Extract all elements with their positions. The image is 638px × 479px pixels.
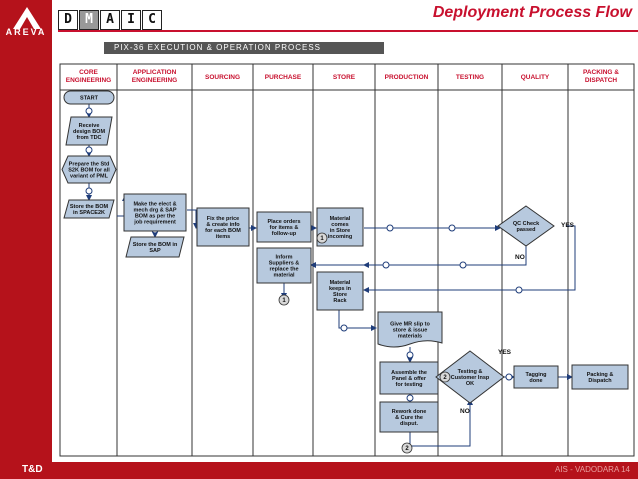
testing-decision-label-line: Testing & xyxy=(457,368,483,375)
make-drawing-node-label-line: job requirement xyxy=(134,219,176,226)
start-node-label-line: START xyxy=(80,95,98,102)
make-drawing-node-label-line: mech drg & SAP xyxy=(133,207,177,214)
lane-header-line: DISPATCH xyxy=(584,77,618,84)
material-comes-node-label-line: incoming xyxy=(327,234,353,240)
lane-header-line: PACKING & xyxy=(583,69,619,76)
dmaic-d: D xyxy=(58,10,78,30)
connector-marker-label: 1 xyxy=(282,298,286,304)
lane-header-2 xyxy=(132,69,178,84)
fix-price-node-label-line: Fix the price xyxy=(206,215,240,222)
make-drawing-node-label-line: Make the elect & xyxy=(133,201,177,208)
connector-dot xyxy=(341,325,347,331)
tagging-node-label-line: done xyxy=(529,377,543,384)
lane-header-9 xyxy=(583,69,619,84)
lane-header-line: ENGINEERING xyxy=(131,77,178,84)
lane-header-5 xyxy=(333,74,356,81)
give-mr-slip-node-label-line: store & issue xyxy=(392,327,428,334)
material-comes-node-label-line: in Store xyxy=(329,227,351,234)
lane-header-line: TESTING xyxy=(455,74,485,81)
connector-dot xyxy=(506,374,512,380)
dmaic-c: C xyxy=(142,10,162,30)
qc-check-decision-label-line: QC Check xyxy=(512,220,540,227)
connector-dot xyxy=(460,262,466,268)
give-mr-slip-node-label-line: Give MR slip to xyxy=(390,321,430,328)
fix-price-node-label-line: for each BOM xyxy=(205,227,241,234)
lane-header-8 xyxy=(521,74,550,81)
testing-decision-label-line: Customer Insp xyxy=(450,374,490,381)
material-comes-node-label-line: comes xyxy=(331,221,349,228)
testing-no-label: NO xyxy=(460,408,470,415)
connector-dot xyxy=(449,225,455,231)
place-orders-node-label-line: follow-up xyxy=(271,230,297,237)
testing-yes-label: YES xyxy=(498,349,512,356)
packing-dispatch-node-label-line: Packing & xyxy=(586,371,614,378)
packing-dispatch-node-label xyxy=(587,372,614,384)
inform-suppliers-node-label-line: Suppliers & xyxy=(268,260,300,267)
assemble-panel-node-label-line: Panel & offer xyxy=(392,375,426,382)
assemble-panel-node-label-line: Assemble the xyxy=(391,369,427,376)
lane-header-line: ENGINEERING xyxy=(65,77,112,84)
footer-division: T&D xyxy=(22,464,43,475)
connector-dot xyxy=(516,287,522,293)
footer-bar xyxy=(0,462,638,479)
lane-header-line: PRODUCTION xyxy=(384,74,429,81)
connector-dot xyxy=(86,147,92,153)
swimlane-frame xyxy=(60,64,634,456)
fix-price-node-label-line: items xyxy=(215,234,231,240)
store-bom-space2k-node-label xyxy=(70,204,109,216)
page-title: Deployment Process Flow xyxy=(432,4,632,21)
rework-node-label-line: disput. xyxy=(399,420,419,427)
connector-dot xyxy=(407,352,413,358)
lane-header-line: CORE xyxy=(79,69,98,76)
material-comes-node-label xyxy=(328,216,352,240)
packing-dispatch-node-label-line: Dispatch xyxy=(588,377,612,384)
qc-no-label: NO xyxy=(515,254,525,261)
connector-dot xyxy=(387,225,393,231)
connector-dot xyxy=(86,108,92,114)
dmaic-m: M xyxy=(79,10,99,30)
brand-name: AREVA xyxy=(5,27,47,37)
tagging-node-label-line: Tagging xyxy=(525,371,547,378)
lane-header-line: SOURCING xyxy=(204,74,241,81)
place-orders-node-label xyxy=(267,219,300,237)
lane-header-3 xyxy=(205,74,240,81)
connector-marker-label: 1 xyxy=(320,236,324,242)
place-orders-node-label-line: Place orders xyxy=(267,218,301,225)
make-drawing-node-label-line: BOM as per the xyxy=(134,213,176,220)
store-bom-sap-node-label-line: SAP xyxy=(149,247,161,254)
give-mr-slip-node-label-line: materials xyxy=(397,333,423,340)
store-bom-space2k-node-label-line: Store the BOM xyxy=(69,203,109,210)
dmaic-a: A xyxy=(100,10,120,30)
process-banner: PIX-36 EXECUTION & OPERATION PROCESS xyxy=(104,42,384,54)
connector-dot xyxy=(86,188,92,194)
lane-header-line: QUALITY xyxy=(520,74,550,81)
receive-bom-node-label-line: from TDC xyxy=(76,134,102,141)
make-drawing-node-label xyxy=(133,201,177,225)
lane-header-line: APPLICATION xyxy=(132,69,177,76)
store-bom-sap-node-label-line: Store the BOM in xyxy=(132,241,178,248)
dmaic-i: I xyxy=(121,10,141,30)
connector-dot xyxy=(407,395,413,401)
rework-node-label-line: & Cure the xyxy=(395,414,423,421)
connector-marker-label: 2 xyxy=(405,446,409,452)
testing-decision-label-line: OK xyxy=(465,380,475,387)
lane-header-4 xyxy=(265,74,302,81)
qc-check-decision-label-line: passed xyxy=(516,226,536,233)
footer-location-text: AIS - VADODARA xyxy=(554,465,619,474)
material-keeps-node-label-line: keeps in xyxy=(328,285,352,292)
connector-marker-label: 2 xyxy=(443,375,447,381)
inform-suppliers-node-label-line: Inform xyxy=(275,254,293,261)
footer-location xyxy=(555,465,630,474)
receive-bom-node-label-line: Receive xyxy=(78,122,100,129)
prepare-bom-node-label xyxy=(68,161,110,179)
prepare-bom-node-label-line: S2K BOM for all xyxy=(68,167,110,174)
lane-header-6 xyxy=(385,74,429,81)
material-keeps-node-label-line: Rack xyxy=(333,298,347,304)
inform-suppliers-node-label-line: replace the xyxy=(269,266,299,273)
lane-header-line: PURCHASE xyxy=(264,74,302,81)
prepare-bom-node-label-line: variant of PML xyxy=(70,173,108,180)
place-orders-node-label-line: for items & xyxy=(269,224,299,231)
material-keeps-node-label-line: Material xyxy=(329,279,351,286)
assemble-panel-node-label xyxy=(391,370,427,388)
page-number: 14 xyxy=(621,465,630,474)
lane-header-7 xyxy=(456,74,484,81)
store-bom-space2k-node-label-line: in SPACE2K xyxy=(73,209,105,216)
assemble-panel-node-label-line: for testing xyxy=(395,381,423,388)
receive-bom-node-label-line: design BOM xyxy=(72,128,106,135)
start-node-label xyxy=(80,95,99,101)
connector-dot xyxy=(383,262,389,268)
material-comes-node-label-line: Material xyxy=(329,215,351,222)
qc-yes-label: YES xyxy=(561,222,575,229)
inform-suppliers-node-label-line: material xyxy=(273,272,295,279)
lane-header-line: STORE xyxy=(332,74,356,81)
fix-price-node-label-line: & create info xyxy=(206,221,240,228)
prepare-bom-node-label-line: Prepare the Std xyxy=(68,161,110,168)
material-keeps-node-label-line: Store xyxy=(332,291,348,298)
rework-node-label-line: Rework done xyxy=(391,408,427,415)
